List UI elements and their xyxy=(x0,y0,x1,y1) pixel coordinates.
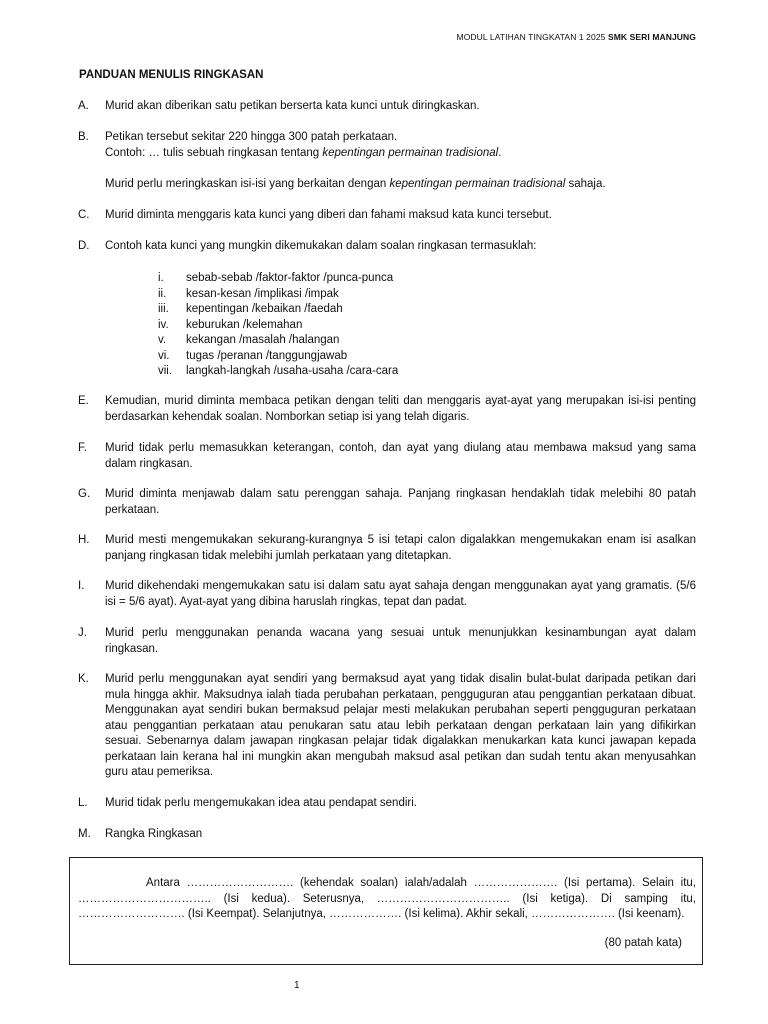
guideline-a xyxy=(78,99,696,115)
guideline-d xyxy=(78,239,696,255)
item-text xyxy=(105,130,696,192)
header-school: SMK SERI MANJUNG xyxy=(607,32,696,42)
guideline-m xyxy=(78,827,696,843)
item-label: M. xyxy=(78,828,91,840)
page-header xyxy=(457,32,696,42)
item-label: H. xyxy=(78,534,90,546)
guideline-l xyxy=(78,796,696,812)
item-text: Murid akan diberikan satu petikan berserta kata kunci untuk diringkaskan. xyxy=(105,100,480,112)
item-label: D. xyxy=(78,240,90,252)
item-label: K. xyxy=(78,673,89,685)
guideline-i xyxy=(78,579,696,610)
item-text: Murid perlu menggunakan penanda wacana yang sesuai untuk menunjukkan kesinambungan ayat dalam ringkasan. xyxy=(105,627,696,655)
word-count-note: (80 patah kata) xyxy=(604,937,682,949)
item-label: C. xyxy=(78,209,90,221)
item-label: L. xyxy=(78,797,88,809)
guideline-k xyxy=(78,672,696,781)
item-label: B. xyxy=(78,131,89,143)
item-text: Murid tidak perlu mengemukakan idea atau pendapat sendiri. xyxy=(105,797,417,809)
guideline-h xyxy=(78,533,696,564)
item-text: Murid perlu menggunakan ayat sendiri yang bermaksud ayat yang tidak disalin bulat-bulat daripada petikan dari mula hingga akhir. Maksudnya ialah tiada perubahan perkataan, pengguguran atau penggantian perkataan dibuat. Menggunakan ayat sendiri bukan bermaksud pelajar mesti melakukan perubahan seperti pengguguran perkataan atau penggantian perkataan atau penukaran satu atau lebih perkataan dengan perkataan lain yang difikirkan sesuai. Sebenarnya dalam jawapan ringkasan pelajar tidak digalakkan menukarkan kata kunci jawapan kepada perkataan lain kerana hal ini mungkin akan mengubah maksud asal petikan dan sudah tentu akan menyusahkan guru atau pemeriksa. xyxy=(105,673,696,778)
item-text: Murid diminta menggaris kata kunci yang diberi dan fahami maksud kata kunci tersebut. xyxy=(105,209,552,221)
summary-framework-box xyxy=(69,857,703,965)
item-text: Murid tidak perlu memasukkan keterangan, contoh, dan ayat yang diulang atau membawa maksud yang sama dalam ringkasan. xyxy=(105,442,696,470)
item-label: E. xyxy=(78,395,89,407)
item-label: I. xyxy=(78,580,85,592)
guideline-c xyxy=(78,208,696,224)
header-module: MODUL LATIHAN TINGKATAN 1 2025 xyxy=(456,32,606,42)
framework-text: Antara ………………………. (kehendak soalan) ialah/adalah …………………. (Isi pertama). Selain itu, …………………………….. (Isi kedua). Seterusnya, …………………………….. (Isi ketiga). Di samping itu, ………………………. (Isi Keempat). Selanjutnya, ………………. (Isi kelima). Akhir sekali, …………………. (Isi keenam). xyxy=(78,877,696,920)
item-text: Contoh kata kunci yang mungkin dikemukakan dalam soalan ringkasan termasuklah: xyxy=(105,240,537,252)
item-text: Kemudian, murid diminta membaca petikan dengan teliti dan menggaris ayat-ayat yang merupakan isi-isi penting berdasarkan kehendak soalan. Nomborkan setiap isi yang telah digaris. xyxy=(105,395,696,423)
item-label: F. xyxy=(78,442,87,454)
item-text: Rangka Ringkasan xyxy=(105,828,203,840)
guideline-e xyxy=(78,394,696,425)
guideline-j xyxy=(78,626,696,657)
item-text: Murid mesti mengemukakan sekurang-kurangnya 5 isi tetapi calon digalakkan mengemukakan enam isi asalkan panjang ringkasan tidak melebihi jumlah perkataan yang ditetapkan. xyxy=(105,534,696,562)
guideline-f xyxy=(78,441,696,472)
guideline-g xyxy=(78,487,696,518)
item-text: Murid dikehendaki mengemukakan satu isi dalam satu ayat sahaja dengan menggunakan ayat yang gramatis. (5/6 isi = 5/6 ayat). Ayat-ayat yang dibina haruslah ringkas, tepat dan padat. xyxy=(105,580,696,608)
item-label: A. xyxy=(78,100,89,112)
page-number: 1 xyxy=(294,980,300,991)
document-title: PANDUAN MENULIS RINGKASAN xyxy=(79,69,264,81)
item-b-line2: Contoh: … tulis sebuah ringkasan tentang kepentingan permainan tradisional. xyxy=(105,146,502,159)
item-b-line3: Murid perlu meringkaskan isi-isi yang berkaitan dengan kepentingan permainan tradisional sahaja. xyxy=(105,177,606,190)
item-label: G. xyxy=(78,488,91,500)
item-text: Murid diminta menjawab dalam satu perenggan sahaja. Panjang ringkasan hendaklah tidak melebihi 80 patah perkataan. xyxy=(105,488,696,516)
item-b-line1: Petikan tersebut sekitar 220 hingga 300 patah perkataan. xyxy=(105,131,398,143)
guideline-b xyxy=(78,130,696,192)
item-label: J. xyxy=(78,627,87,639)
